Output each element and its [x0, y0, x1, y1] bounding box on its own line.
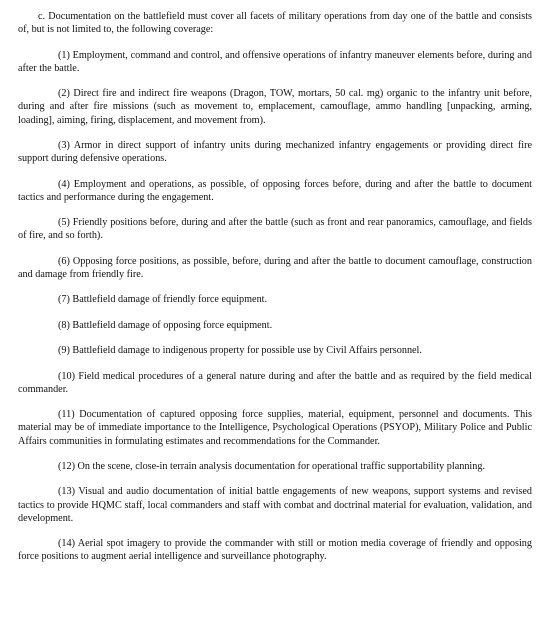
list-item: (6) Opposing force positions, as possible, before, during and after the battle to document camouflage, construction and damage from friendly fire. — [18, 255, 532, 280]
list-item: (5) Friendly positions before, during and after the battle (such as front and rear panoramics, camouflage, and fields of fire, and so forth). — [18, 217, 532, 242]
list-item: (4) Employment and operations, as possible, of opposing forces before, during and after the battle to document tactics and performance during the engagement. — [18, 178, 532, 203]
list-item: (8) Battlefield damage of opposing force equipment. — [58, 319, 273, 331]
list-item: (2) Direct fire and indirect fire weapons (Dragon, TOW, mortars, 50 cal. mg) organic to the infantry unit before, during and after fire missions (such as movement to, emplacement, camouflage, ammo handling [unpacking, arming, loading], aiming, firing, displacement, and movement from). — [18, 88, 532, 126]
list-item: (10) Field medical procedures of a general nature during and after the battle and as required by the field medical commander. — [18, 370, 532, 395]
intro-paragraph: c. Documentation on the battlefield must cover all facets of military operations from day one of the battle and consists of, but is not limited to, the following coverage: — [18, 11, 532, 36]
list-item: (1) Employment, command and control, and offensive operations of infantry maneuver elements before, during and after the battle. — [18, 49, 532, 74]
list-item: (13) Visual and audio documentation of initial battle engagements of new weapons, support systems and revised tactics to provide HQMC staff, local commanders and staff with combat and doctrinal material for evaluation, validation, and development. — [18, 486, 532, 524]
list-item: (3) Armor in direct support of infantry units during mechanized infantry engagements or providing direct fire support during defensive operations. — [18, 139, 532, 165]
list-item: (14) Aerial spot imagery to provide the commander with still or motion media coverage of friendly and opposing force positions to augment aerial intelligence and surveillance photography. — [18, 538, 532, 563]
list-item: (11) Documentation of captured opposing force supplies, material, equipment, personnel and documents. This material may be of immediate importance to the Intelligence, Psychological Operations (PSYOP), Military Police and Public Affairs communities in formulating estimates and recommendations for the Commander. — [18, 409, 532, 447]
list-item: (7) Battlefield damage of friendly force equipment. — [58, 294, 268, 306]
list-item: (12) On the scene, close-in terrain analysis documentation for operational traffic supportability planning. — [58, 460, 485, 472]
list-item: (9) Battlefield damage to indigenous property for possible use by Civil Affairs personnel. — [58, 345, 422, 357]
